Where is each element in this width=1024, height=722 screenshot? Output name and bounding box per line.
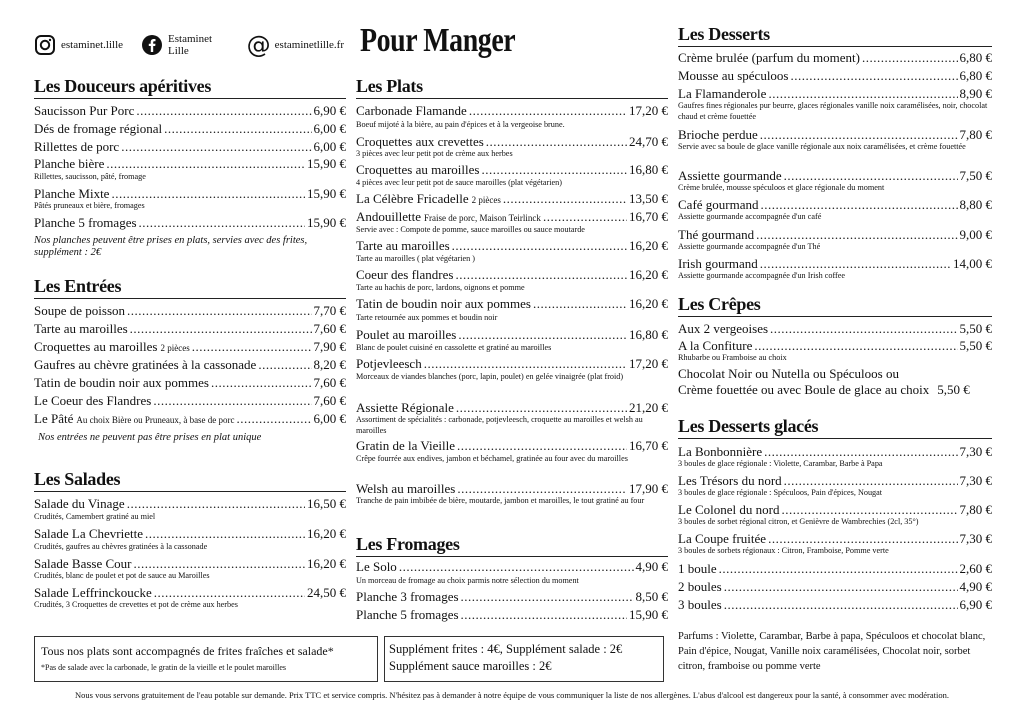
crepes-choice-price: 5,50 € [937,382,970,397]
dot-leader [139,215,305,230]
dessert-item-name: Crème brulée (parfum du moment) [678,50,860,65]
plat-item-name: Potjevleesch [356,356,422,371]
plat-item-price: 16,80 € [629,327,668,342]
crepe-item-name: A la Confiture [678,338,753,353]
salade-item-price: 16,20 € [307,526,346,541]
dot-leader [457,438,627,453]
dessert-item-name: Thé gourmand [678,227,755,242]
dessert-item-price: 8,90 € [959,86,992,101]
glace-item-desc: 3 boules de sorbet régional citron, et Genièvre de Wambrechies (2cl, 35°) [678,517,919,526]
plat-item-price: 17,20 € [629,103,668,118]
entree-item-name: Tarte au maroilles [34,321,128,336]
plat-item-desc: Tarte retournée aux pommes et boudin noir [356,313,498,322]
dessert-item-desc: Assiette gourmande accompagnée d'un Irish coffee [678,271,846,280]
section-title-entrees: Les Entrées [34,276,346,299]
dessert-item [678,197,992,212]
dot-leader [136,103,311,118]
website-url: estaminetlille.fr [274,39,344,51]
entree-item-name: Le Pâté [34,411,74,426]
dessert-item-desc: Servie avec sa boule de glace vanille régionale aux noix caramélisées, et crème fouettée [678,142,966,151]
plat-item-name: Tatin de boudin noir aux pommes [356,296,531,311]
plat-item-price: 21,20 € [629,400,668,415]
dot-leader [768,531,957,546]
fromage-item-price: 15,90 € [629,607,668,622]
plat-item-name: Croquettes aux crevettes [356,134,484,149]
douceur-item-desc: Pâtés pruneaux et bière, fromages [34,201,145,210]
plat-item-name: Poulet au maroilles [356,327,457,342]
salade-item [34,585,346,600]
glace-item-name: 1 boule [678,561,717,576]
plat-item [356,481,668,496]
section-title-crepes: Les Crêpes [678,294,992,317]
crepe-item-desc: Rhubarbe ou Framboise au choix [678,353,787,362]
glace-item-name: 3 boules [678,597,722,612]
plat-item [356,400,668,415]
douceur-item-name: Rillettes de porc [34,139,120,154]
dot-leader [164,121,311,136]
dot-leader [760,127,958,142]
at-sign-icon: @ [246,31,271,59]
dot-leader [486,134,627,149]
plat-item-price: 16,20 € [629,238,668,253]
salade-item-price: 16,50 € [307,496,346,511]
dot-leader [192,339,312,354]
dessert-item-price: 7,80 € [959,127,992,142]
accompaniment-text: Tous nos plats sont accompagnés de frites fraîches et salade* [41,644,334,658]
dot-leader [784,168,958,183]
entree-item-name: Tatin de boudin noir aux pommes [34,375,209,390]
section-title-glaces: Les Desserts glacés [678,416,992,439]
entree-item [34,321,346,336]
douceur-item-name: Dés de fromage régional [34,121,163,136]
crepe-item [678,321,992,336]
section-title-fromages: Les Fromages [356,534,668,557]
dot-leader [461,607,627,622]
salade-item-name: Salade Leffrinckoucke [34,585,152,600]
douceur-item [34,186,346,201]
dot-leader [237,411,312,426]
fromage-item-desc: Un morceau de fromage au choix parmis notre sélection du moment [356,576,579,585]
dot-leader [724,597,958,612]
glace-item [678,531,992,546]
dessert-item-price: 8,80 € [959,197,992,212]
plat-item-name: Tarte au maroilles [356,238,450,253]
glace-item-desc: 3 boules de glace régionale : Violette, Carambar, Barbe à Papa [678,459,883,468]
salade-item [34,556,346,571]
glace-item-name: La Bonbonnière [678,444,763,459]
dessert-item-price: 7,50 € [959,168,992,183]
douceurs-note: Nos planches peuvent être prises en plats, servies avec des frites, supplément : 2€ [34,235,308,258]
section-title-salades: Les Salades [34,469,346,492]
plat-item-name: Croquettes au maroilles [356,162,480,177]
entree-item-price: 7,60 € [313,393,346,408]
entree-item-name: Soupe de poisson [34,303,125,318]
dot-leader [145,526,305,541]
entrees-note: Nos entrées ne peuvent pas être prises en plat unique [38,432,262,443]
plat-item-name: La Célèbre Fricadelle [356,191,469,206]
douceur-item-price: 6,00 € [313,139,346,154]
plat-item [356,191,668,208]
glace-item-name: Les Trésors du nord [678,473,782,488]
supplement-line1: Supplément frites : 4€, Supplément salade : 2€ [389,642,623,656]
plat-item [356,327,668,342]
fromage-item [356,559,668,574]
glace-item-name: Le Colonel du nord [678,502,780,517]
glace-item-price: 4,90 € [959,579,992,594]
douceur-item-name: Saucisson Pur Porc [34,103,135,118]
douceur-item-price: 6,90 € [313,103,346,118]
glace-item-price: 7,80 € [959,502,992,517]
plat-item-price: 13,50 € [629,191,668,206]
crepe-item-price: 5,50 € [959,338,992,353]
plat-item [356,438,668,453]
entree-item-note: Au choix Bière ou Pruneaux, à base de porc [76,415,235,425]
dessert-item [678,256,992,271]
dot-leader [469,103,627,118]
plat-item [356,103,668,118]
plat-item [356,267,668,282]
dot-leader [452,238,627,253]
dessert-item-desc: Crème brulée, mousse spéculoos et glace régionale du moment [678,183,885,192]
dot-leader [760,256,951,271]
page-title: Pour Manger [360,22,516,59]
plat-item-price: 16,20 € [629,267,668,282]
crepe-item [678,338,992,353]
dot-leader [121,139,311,154]
salade-item-desc: Crudités, Camembert gratiné au miel [34,512,156,521]
entree-item-price: 7,60 € [313,375,346,390]
dot-leader [258,357,311,372]
glace-item-price: 6,90 € [959,597,992,612]
entree-item [34,393,346,408]
dot-leader [424,356,627,371]
dessert-item [678,227,992,242]
douceur-item-price: 15,90 € [307,186,346,201]
plat-item-desc: Tarte au maroilles ( plat végétarien ) [356,254,475,263]
plat-item-desc: Crêpe fourrée aux endives, jambon et béchamel, gratinée au four avec du maroilles [356,454,628,463]
dessert-item-name: La Flamanderole [678,86,767,101]
glace-item-price: 2,60 € [959,561,992,576]
plat-item-desc: Boeuf mijoté à la bière, au pain d'épices et à la vergeoise brune. [356,120,565,129]
glace-item-price: 7,30 € [959,444,992,459]
fromage-item-name: Planche 3 fromages [356,589,459,604]
salade-item-desc: Crudités, 3 Croquettes de crevettes et pot de crème aux herbes [34,600,238,609]
dessert-item-price: 6,80 € [959,50,992,65]
plat-item-price: 16,20 € [629,296,668,311]
crepe-item-price: 5,50 € [959,321,992,336]
fromage-item-price: 4,90 € [635,559,668,574]
plat-item-price: 17,20 € [629,356,668,371]
entree-item [34,375,346,390]
plat-item-desc: 3 pièces avec leur petit pot de crème aux herbes [356,149,513,158]
dot-leader [130,321,312,336]
dot-leader [770,321,957,336]
glace-item [678,561,992,576]
plat-item-desc: Tarte au hachis de porc, lardons, oignons et pomme [356,283,525,292]
dot-leader [791,68,958,83]
entree-item-price: 8,20 € [313,357,346,372]
plat-item-desc: Assortiment de spécialités : carbonade, potjevleesch, croquette au maroilles et welsh au maroilles [356,415,643,435]
plat-item-desc: Blanc de poulet cuisiné en cassolette et gratiné au maroilles [356,343,552,352]
entree-item-name: Gaufres au chèvre gratinées à la cassonade [34,357,257,372]
douceur-item-name: Planche Mixte [34,186,110,201]
glace-item [678,597,992,612]
footer-legal: Nous vous servons gratuitement de l'eau potable sur demande. Prix TTC et service compris. N'hésitez pas à demander à notre équipe de vous communiquer la liste de nos allergènes. L'abus d'alcool est dangereux pour la santé, à consommer avec modération. [75,690,949,700]
plat-item-price: 24,70 € [629,134,668,149]
glace-item-price: 7,30 € [959,531,992,546]
douceur-item-price: 6,00 € [313,121,346,136]
glace-item-desc: 3 boules de sorbets régionaux : Citron, Framboise, Pomme verte [678,546,889,555]
salade-item-desc: Crudités, gaufres au chèvres gratinées à la cassonade [34,542,208,551]
dessert-item [678,50,992,65]
plat-item-name: Coeur des flandres [356,267,454,282]
crepe-item-name: Aux 2 vergeoises [678,321,769,336]
dot-leader [784,473,958,488]
dessert-item-price: 14,00 € [953,256,992,271]
entree-item-note: 2 pièces [160,343,190,353]
dessert-item [678,68,992,83]
dot-leader [461,589,634,604]
column-left [34,0,346,690]
dot-leader [111,186,305,201]
plat-item-price: 16,80 € [629,162,668,177]
glace-item [678,502,992,517]
glace-item-name: La Coupe fruitée [678,531,767,546]
glace-item-price: 7,30 € [959,473,992,488]
dot-leader [455,267,627,282]
plat-item-name: Welsh au maroilles [356,481,456,496]
dessert-item [678,168,992,183]
entree-item-price: 7,70 € [313,303,346,318]
salade-item [34,526,346,541]
entree-item [34,357,346,372]
section-title-plats: Les Plats [356,76,668,99]
dot-leader [127,303,312,318]
dessert-item [678,127,992,142]
section-title-douceurs: Les Douceurs apéritives [34,76,346,99]
dot-leader [106,156,305,171]
facebook-handle: Estaminet Lille [168,33,213,57]
douceur-item [34,121,346,136]
fromage-item-name: Planche 5 fromages [356,607,459,622]
dot-leader [862,50,958,65]
salade-item-name: Salade Basse Cour [34,556,132,571]
supplement-box [384,636,664,682]
plat-item-price: 16,70 € [629,209,668,224]
douceur-item-price: 15,90 € [307,156,346,171]
crepes-choice-text2: Crème fouettée ou avec Boule de glace au choix [678,382,930,397]
dot-leader [756,227,957,242]
accompaniment-footnote: *Pas de salade avec la carbonade, le gratin de la vieille et le poulet maroilles [41,663,287,672]
dot-leader [724,579,958,594]
dot-leader [399,559,634,574]
dot-leader [154,585,305,600]
dot-leader [533,296,627,311]
plat-item-name: Gratin de la Vieille [356,438,455,453]
plat-item [356,238,668,253]
dot-leader [481,162,627,177]
dot-leader [211,375,312,390]
dot-leader [153,393,311,408]
plat-item [356,296,668,311]
accompaniment-box [34,636,378,682]
dessert-item-name: Café gourmand [678,197,759,212]
dot-leader [127,496,305,511]
column-right [678,0,992,690]
glace-item [678,579,992,594]
dot-leader [458,327,627,342]
douceur-item-desc: Rillettes, saucisson, pâté, fromage [34,172,146,181]
glace-item-name: 2 boules [678,579,722,594]
dot-leader [457,481,627,496]
instagram-handle: estaminet.lille [61,39,124,51]
plat-item-note: 2 pièces [471,195,501,205]
section-title-desserts: Les Desserts [678,24,992,47]
fromage-item [356,589,668,604]
fromage-item-price: 8,50 € [635,589,668,604]
dessert-item-name: Mousse au spéculoos [678,68,789,83]
plat-item-name: Carbonade Flamande [356,103,467,118]
plat-item-price: 17,90 € [629,481,668,496]
douceur-item [34,139,346,154]
dot-leader [719,561,958,576]
supplement-line2: Supplément sauce maroilles : 2€ [389,659,552,673]
parfums-text: Parfums : Violette, Carambar, Barbe à papa, Spéculoos et chocolat blanc, Pain d'épice, Nougat, Vanille noix caramélisées, Chocolat noir, sorbet citron, framboise ou pomme verte [678,631,986,672]
dessert-item-desc: Assiette gourmande accompagnée d'un Thé [678,242,821,251]
dot-leader [543,209,627,224]
douceur-item [34,156,346,171]
salade-item-name: Salade La Chevriette [34,526,144,541]
entree-item-price: 7,90 € [313,339,346,354]
glace-item [678,444,992,459]
douceur-item [34,103,346,118]
dot-leader [503,191,627,206]
dot-leader [781,502,957,517]
salade-item-desc: Crudités, blanc de poulet et pot de sauce au Maroilles [34,571,210,580]
entree-item-name: Le Coeur des Flandres [34,393,152,408]
plat-item-name: Andouillette [356,209,421,224]
entree-item-name: Croquettes au maroilles [34,339,158,354]
entree-item [34,411,346,428]
plat-item [356,356,668,371]
plat-item-desc: Morceaux de viandes blanches (porc, lapin, poulet) en gelée vinaigrée (plat froid) [356,372,624,381]
dessert-item-name: Brioche perdue [678,127,758,142]
plat-item [356,134,668,149]
douceur-item-price: 15,90 € [307,215,346,230]
entree-item [34,303,346,318]
dot-leader [768,86,957,101]
dessert-item-name: Irish gourmand [678,256,758,271]
dot-leader [456,400,627,415]
plat-item-desc: Servie avec : Compote de pomme, sauce maroilles ou sauce moutarde [356,225,585,234]
dessert-item-desc: Gaufres fines régionales pur beurre, glaces régionales vanille noix caramélisées, noir, chocolat chaud et crème fouettée [678,101,988,121]
crepes-choice-line2 [678,382,992,397]
douceur-item-name: Planche 5 fromages [34,215,137,230]
entree-item-price: 7,60 € [313,321,346,336]
crepes-choice-text: Chocolat Noir ou Nutella ou Spéculoos ou [678,366,899,381]
dot-leader [761,197,958,212]
dessert-item-price: 9,00 € [959,227,992,242]
dot-leader [754,338,957,353]
plat-item-price: 16,70 € [629,438,668,453]
fromage-item [356,607,668,622]
salade-item-name: Salade du Vinage [34,496,125,511]
plat-item [356,162,668,177]
crepes-choice-line [678,366,992,381]
dessert-item-name: Assiette gourmande [678,168,782,183]
plat-item-name: Assiette Régionale [356,400,454,415]
glace-item-desc: 3 boules de glace régionale : Spéculoos, Pain d'épices, Nougat [678,488,883,497]
column-middle [356,0,668,690]
salade-item [34,496,346,511]
plat-item-desc: Tranche de pain imbibée de bière, moutarde, jambon et maroilles, le tout gratiné au four [356,496,645,505]
dessert-item-desc: Assiette gourmande accompagnée d'un café [678,212,822,221]
plat-item-note: Fraise de porc, Maison Teirlinck [424,213,541,223]
salade-item-price: 24,50 € [307,585,346,600]
plat-item-desc: 4 pièces avec leur petit pot de sauce maroilles (plat végétarien) [356,178,562,187]
entree-item [34,339,346,356]
dot-leader [764,444,957,459]
fromage-item-name: Le Solo [356,559,397,574]
entree-item-price: 6,00 € [313,411,346,426]
dessert-item [678,86,992,101]
plat-item [356,209,668,226]
dot-leader [133,556,305,571]
salade-item-price: 16,20 € [307,556,346,571]
dessert-item-price: 6,80 € [959,68,992,83]
douceur-item-name: Planche bière [34,156,105,171]
douceur-item [34,215,346,230]
glace-item [678,473,992,488]
